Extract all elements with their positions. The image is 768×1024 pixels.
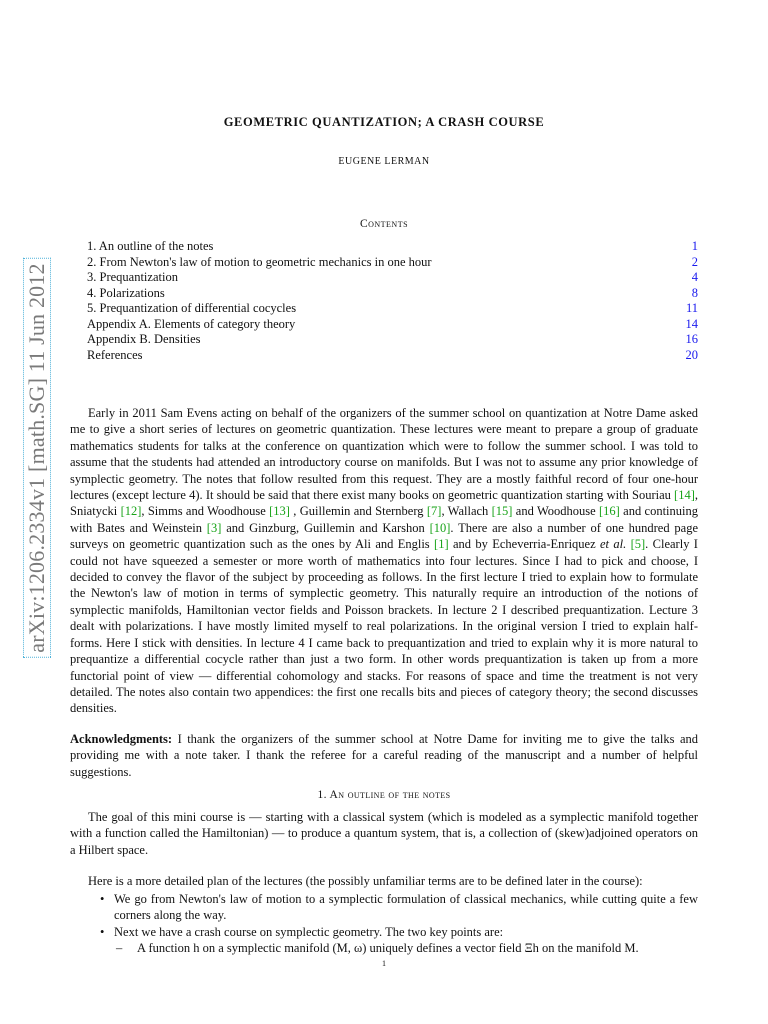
section-heading: 1. An outline of the notes [317, 789, 451, 801]
citation-link[interactable]: [1] [434, 537, 449, 552]
arxiv-stamp [24, 238, 50, 678]
text-run: Early in 2011 Sam Evens acting on behalf of the organizers of the summer school on quantization at Notre Dame asked me to give a short series of lectures on geometric quantization. These lectures were meant to prepare a group of graduate mathematics students for talks at the conference on quantization which were to follow the summer school. I was told to assume that the students had attended an introductory course on manifolds. But I was not to assume any prior knowledge of symplectic geometry. The notes that follow resulted from this request. They are a mostly faithful record of four one-hour lectures (except lecture 4). It should be said that there exist many books on geometric quantization starting with Souriau [70, 406, 698, 503]
toc-page-link[interactable]: 1 [691, 239, 698, 253]
intro-paragraph [70, 405, 698, 717]
contents-heading: Contents [359, 218, 409, 230]
paper-title: GEOMETRIC QUANTIZATION; A CRASH COURSE [223, 115, 545, 129]
citation-link[interactable]: [13] [269, 504, 290, 519]
toc-entry-label: 5. Prequantization of differential cocycles [87, 301, 297, 315]
arxiv-stamp-text: arXiv:1206.2334v1 [math.SG] 11 Jun 2012 [23, 258, 51, 658]
text-run: and continuing with Bates and Weinstein [70, 504, 699, 535]
text-run: , Sniatycki [70, 488, 698, 519]
sub-list-item [100, 940, 698, 956]
text-run: . Clearly I could not have squeezed a semester or more worth of mathematics into four lectures. Since I had to pick and choose, I decided to convey the flavor of the subject by proceeding as follows. In the first lecture I tried to explain how to formulate the Newton's law of motion in terms of symplectic geometry. This naturally require an introduction of the notions of symplectic manifolds, Hamiltonian vector fields and Poisson brackets. In lecture 2 I described prequantization. Lecture 3 dealt with polarizations. I have mostly limited myself to real polarizations. In the original version I tried to explain half-forms. Here I stick with densities. In lecture 4 I came back to prequantization and tried to explain why it is more natural to prequantize a differential cocycle rather than just a two form. In other words prequantization is taken up from a more functorial point of view — differential cohomology and stacks. For reasons of space and time the treatment is not very detailed. The notes also contain two appendices: the first one recalls bits and pieces of category theory; the second discusses densities. [70, 537, 698, 716]
toc-entry[interactable] [87, 332, 698, 348]
toc-entry-label: References [87, 347, 143, 362]
toc-page-link[interactable]: 14 [685, 316, 698, 331]
toc-entry-label: Appendix B. Densities [87, 332, 201, 346]
text-run: . There are also a number of one hundred page surveys on geometric quantization such as the ones by Ali and Englis [70, 520, 699, 552]
toc-entry[interactable] [87, 286, 698, 302]
toc-page-link[interactable]: 11 [685, 301, 698, 315]
toc-page-link[interactable]: 2 [691, 254, 698, 269]
citation-link[interactable]: [10] [429, 520, 451, 535]
toc-entry[interactable] [87, 255, 698, 271]
toc-entry-label: 3. Prequantization [87, 270, 178, 284]
list-item-text: We go from Newton's law of motion to a symplectic formulation of classical mechanics, while cutting quite a few corners along the way. [114, 892, 698, 923]
toc-page-link[interactable]: 20 [685, 347, 698, 362]
table-of-contents [87, 239, 698, 363]
goal-paragraph: The goal of this mini course is — starting with a classical system (which is modeled as a symplectic manifold together with a function called the Hamiltonian) — to produce a quantum system, that is, a collection of (skew)adjoined operators on a Hilbert space. [70, 810, 698, 857]
list-item [100, 891, 698, 924]
acknowledgments-text: I thank the organizers of the summer school at Notre Dame for inviting me to give the talks and providing me with a note taker. I thank the referee for a careful reading of the manuscript and a number of helpful suggestions. [70, 732, 698, 779]
text-run: , Guillemin and Sternberg [289, 504, 427, 519]
text-run: , Simms and Woodhouse [141, 504, 270, 519]
list-item-text: Next we have a crash course on symplectic geometry. The two key points are: [114, 924, 504, 939]
citation-link[interactable]: [7] [426, 504, 442, 519]
text-run: and Ginzburg, Guillemin and Karshon [221, 520, 430, 535]
plan-paragraph: Here is a more detailed plan of the lectures (the possibly unfamiliar terms are to be defined later in the course): [88, 874, 643, 888]
toc-entry-label: 1. An outline of the notes [87, 239, 214, 253]
dash-icon: – [116, 941, 123, 956]
toc-entry-label: 2. From Newton's law of motion to geometric mechanics in one hour [87, 254, 432, 269]
toc-page-link[interactable]: 4 [691, 270, 698, 284]
citation-link[interactable]: [15] [491, 504, 513, 519]
toc-entry-label: 4. Polarizations [87, 285, 165, 300]
toc-entry-label: Appendix A. Elements of category theory [87, 316, 296, 331]
acknowledgments-paragraph [70, 731, 698, 780]
sub-list-item-text: A function h on a symplectic manifold (M, ω) uniquely defines a vector field Ξh on the manifold M. [137, 941, 639, 956]
text-run: and by Echeverria-Enriquez [448, 537, 600, 552]
toc-entry[interactable] [87, 301, 698, 317]
text-run: et al. [600, 537, 627, 552]
plan-list [100, 891, 698, 957]
citation-link[interactable]: [12] [120, 504, 142, 519]
page-number: 1 [382, 959, 386, 968]
list-item [100, 924, 698, 940]
toc-entry[interactable] [87, 317, 698, 333]
bullet-icon: • [100, 924, 105, 939]
acknowledgments-label: Acknowledgments: [70, 732, 173, 746]
author-name: EUGENE LERMAN [338, 156, 430, 167]
toc-entry[interactable] [87, 239, 698, 255]
bullet-icon: • [100, 892, 105, 906]
citation-link[interactable]: [3] [206, 520, 222, 535]
citation-link[interactable]: [16] [599, 504, 620, 519]
toc-page-link[interactable]: 16 [685, 332, 698, 346]
text-run: and Woodhouse [512, 504, 599, 519]
toc-entry[interactable] [87, 348, 698, 364]
toc-page-link[interactable]: 8 [691, 285, 698, 300]
citation-link[interactable]: [5] [630, 537, 646, 552]
text-run: , Wallach [441, 504, 492, 519]
toc-entry[interactable] [87, 270, 698, 286]
citation-link[interactable]: [14] [674, 488, 695, 503]
